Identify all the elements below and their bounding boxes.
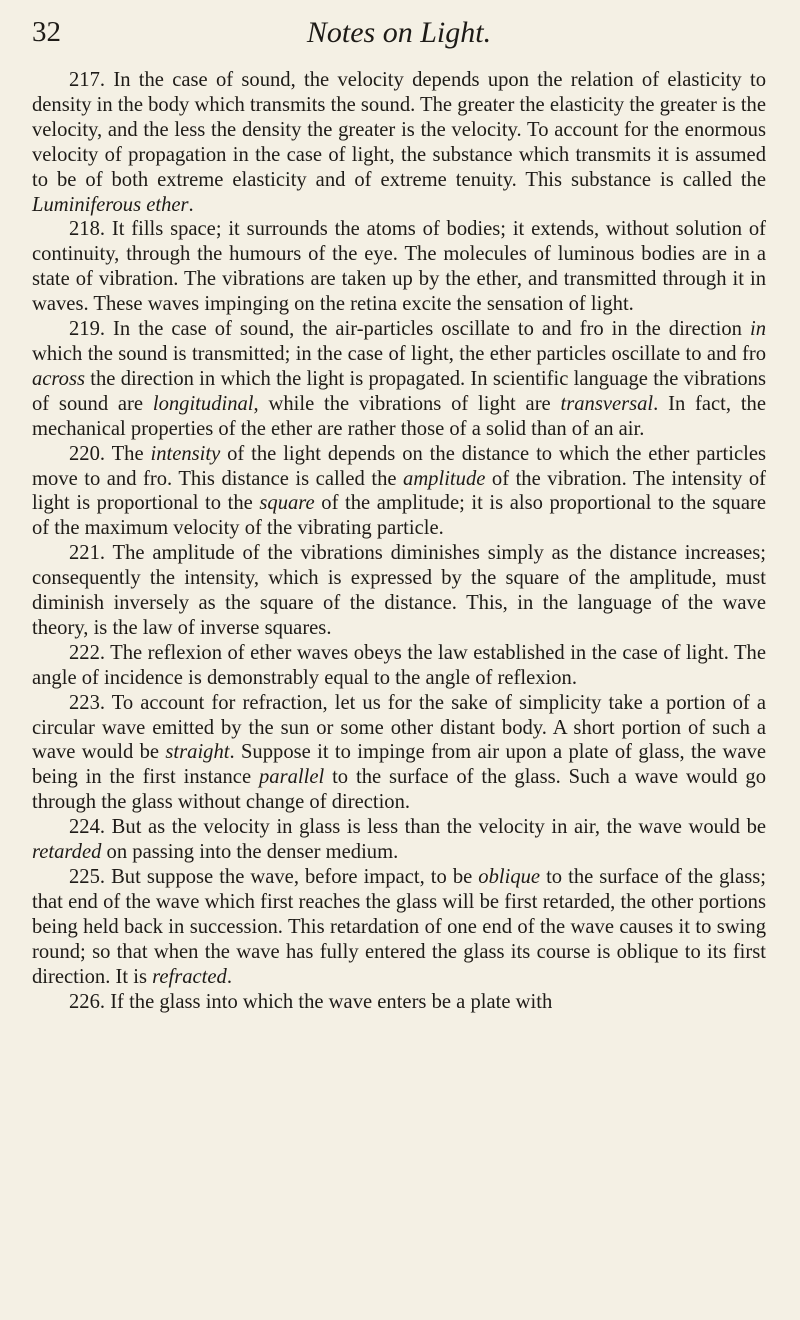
italic-term: transversal bbox=[560, 392, 654, 415]
text-segment: To account for refraction, let us for the sake of simplicity take a portion of a circular wave emitted by the sun or some other distant body. A short portion of such a wave would be bbox=[32, 691, 766, 764]
text-segment: . In fact, the mechanical properties of the ether are rather those of a solid than of an air. bbox=[32, 392, 766, 440]
italic-term: across bbox=[32, 367, 86, 390]
paragraph-219 bbox=[32, 317, 766, 442]
text-segment: to the surface of the glass. Such a wave would go through the glass without change of direction. bbox=[32, 766, 767, 814]
paragraph-218 bbox=[32, 217, 766, 317]
text-segment: , while the vibrations of light are bbox=[253, 392, 561, 415]
page-number: 32 bbox=[32, 16, 61, 48]
text-segment: The amplitude of the vibrations diminishes simply as the distance increases; consequently the intensity, which is expressed by the square of the amplitude, must diminish inversely as the square of the distance. This, in the language of the wave theory, is the law of inverse squares. bbox=[32, 542, 766, 639]
text-segment: The bbox=[111, 442, 151, 465]
paragraph-number: 217. bbox=[69, 69, 106, 91]
text-segment: to the surface of the glass; that end of the wave which first reaches the glass will be first retarded, the other portions being held back in succession. This retardation of one end of the wave causes it to swing round; so that when the wave has fully entered the glass its course is oblique to its first direction. It is bbox=[32, 866, 766, 988]
paragraph-222 bbox=[32, 641, 766, 691]
paragraph-number: 221. bbox=[69, 542, 106, 565]
text-segment: The reflexion of ether waves obeys the law established in the case of light. The angle of incidence is demonstrably equal to the angle of reflexion. bbox=[32, 641, 766, 689]
paragraph-number: 224. bbox=[69, 816, 106, 839]
paragraph-223 bbox=[32, 691, 766, 816]
paragraph-number: 222. bbox=[69, 641, 106, 664]
paragraph-number: 220. bbox=[69, 442, 106, 465]
text-segment: If the glass into which the wave enters be a plate with bbox=[110, 990, 553, 1013]
italic-term: intensity bbox=[150, 442, 221, 465]
text-segment: of the vibration. The intensity of light is proportional to the bbox=[32, 467, 766, 515]
text-segment: But as the velocity in glass is less than the velocity in air, the wave would be bbox=[111, 816, 767, 839]
paragraph-220 bbox=[32, 442, 766, 542]
italic-term: refracted bbox=[152, 965, 227, 988]
paragraph-number: 226. bbox=[69, 990, 106, 1013]
text-segment: But suppose the wave, before impact, to be bbox=[111, 866, 479, 888]
paragraph-number: 218. bbox=[69, 218, 106, 241]
italic-term: oblique bbox=[478, 866, 541, 888]
italic-term: Luminiferous ether bbox=[32, 193, 189, 216]
paragraph-221 bbox=[32, 541, 766, 641]
text-segment: of the amplitude; it is also proportional to the square of the maximum velocity of the vibrating particle. bbox=[32, 492, 766, 540]
paragraph-224 bbox=[32, 815, 766, 865]
text-segment: In the case of sound, the air-particles oscillate to and fro in the direction bbox=[113, 318, 750, 341]
italic-term: longitudinal bbox=[152, 392, 254, 415]
text-segment: . bbox=[188, 193, 194, 216]
italic-term: straight bbox=[165, 741, 230, 764]
text-segment: . bbox=[226, 965, 232, 988]
italic-term: retarded bbox=[32, 841, 102, 864]
italic-term: parallel bbox=[258, 766, 325, 789]
italic-term: amplitude bbox=[403, 467, 486, 490]
italic-term: in bbox=[749, 318, 767, 341]
paragraph-number: 225. bbox=[69, 866, 106, 888]
text-segment: the direction in which the light is propagated. In scientific language the vibrations of sound are bbox=[32, 367, 766, 415]
text-segment: In the case of sound, the velocity depends upon the relation of elasticity to density in the body which transmits the sound. The greater the elasticity the greater is the velocity, and the less the density the greater is the velocity. To account for the enormous velocity of propagation in the case of light, the substance which transmits it is assumed to be of both extreme elasticity and of extreme tenuity. This substance is called the bbox=[32, 69, 767, 191]
paragraph-number: 223. bbox=[69, 691, 106, 714]
italic-term: square bbox=[259, 492, 315, 515]
running-title: Notes on Light. bbox=[306, 16, 492, 49]
text-segment: of the light depends on the distance to which the ether particles move to and fro. This distance is called the bbox=[32, 442, 767, 490]
text-segment: It fills space; it surrounds the atoms of bodies; it extends, without solution of continuity, through the humours of the eye. The molecules of luminous bodies are in a state of vibration. The vibrations are taken up by the ether, and transmitted through it in waves. These waves impinging on the retina excite the sensation of light. bbox=[32, 218, 766, 316]
paragraph-217 bbox=[32, 68, 766, 217]
text-segment: . Suppose it to impinge from air upon a plate of glass, the wave being in the first instance bbox=[32, 741, 766, 789]
text-segment: which the sound is transmitted; in the case of light, the ether particles oscillate to and fro bbox=[32, 342, 766, 365]
body-text bbox=[32, 68, 766, 1014]
paragraph-226 bbox=[32, 990, 766, 1015]
page-header bbox=[32, 14, 766, 54]
paragraph-225 bbox=[32, 865, 766, 990]
text-segment: on passing into the denser medium. bbox=[101, 841, 399, 864]
paragraph-number: 219. bbox=[69, 318, 106, 341]
